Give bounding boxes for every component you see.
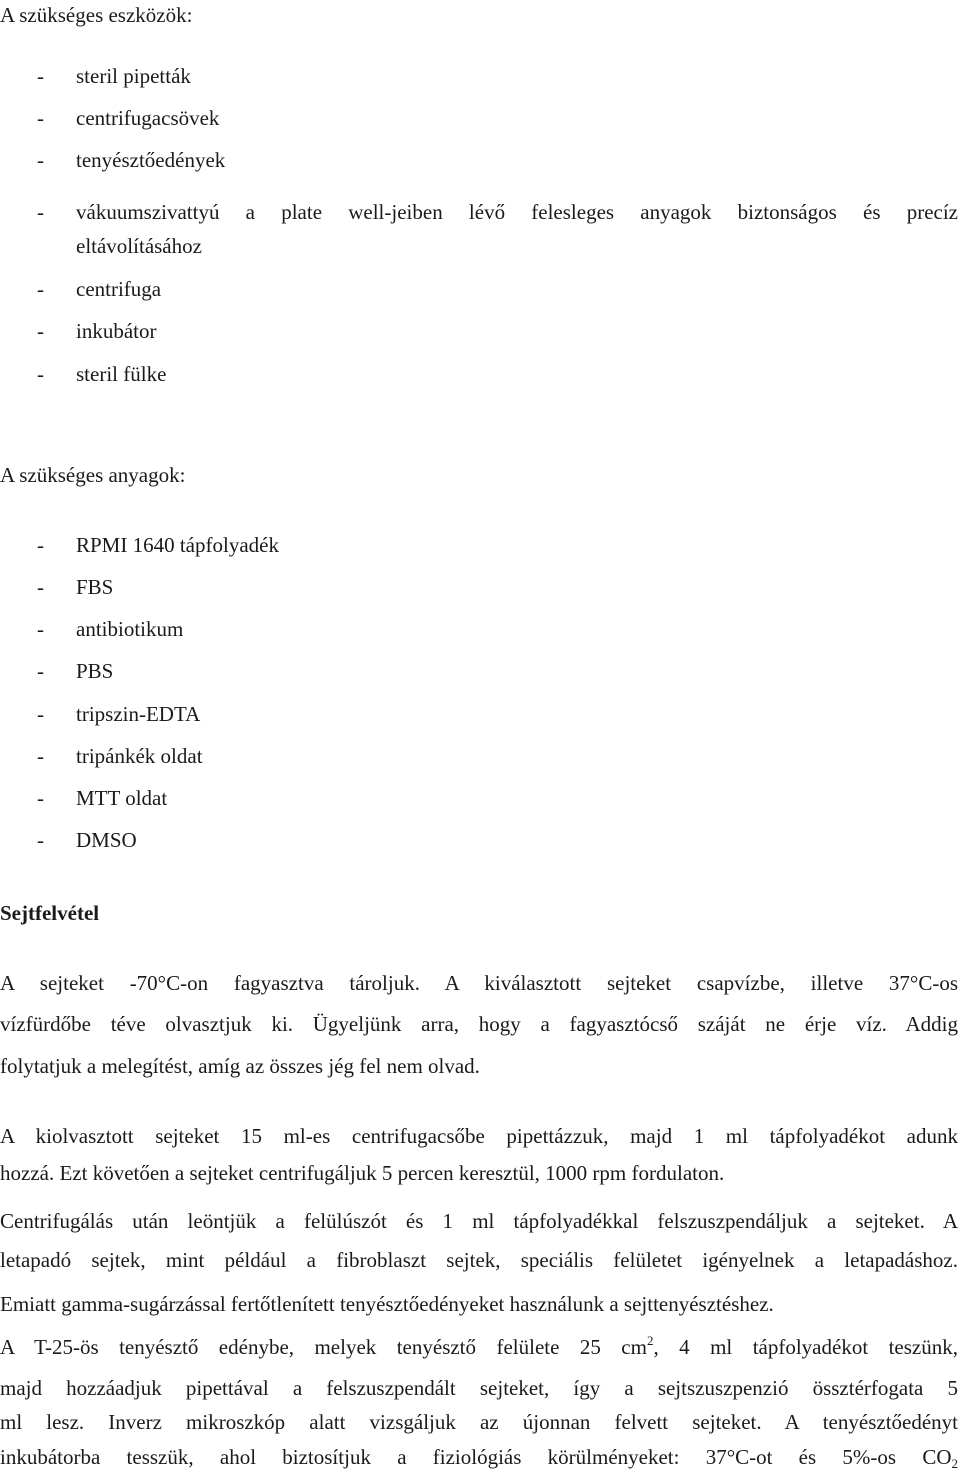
- text-run: inkubátorba tesszük, ahol biztosítjuk a fiziológiás körülményeket: 37°C-ot és 5%-os CO: [0, 1445, 952, 1469]
- list-bullet: -: [37, 148, 44, 172]
- list-bullet: -: [37, 277, 44, 301]
- list-item: antibiotikum: [76, 617, 184, 641]
- list-item-continuation: eltávolításához: [76, 234, 202, 258]
- list-bullet: -: [37, 362, 44, 386]
- paragraph-line: [0, 1014, 958, 1035]
- list-item: centrifuga: [76, 277, 162, 301]
- list-item: RPMI 1640 tápfolyadék: [76, 533, 279, 557]
- paragraph-line: [0, 1250, 958, 1271]
- list-bullet: -: [37, 617, 44, 641]
- list-bullet: -: [37, 786, 44, 810]
- list-bullet: -: [37, 828, 44, 852]
- list-bullet: -: [37, 200, 44, 224]
- paragraph-line-text: Centrifugálás után leöntjük a felülúszót és 1 ml tápfolyadékkal felszuszpendáljuk a sejteket. A: [0, 1209, 958, 1233]
- paragraph-line-text: vízfürdőbe téve olvasztjuk ki. Ügyeljünk arra, hogy a fagyasztócső száját ne érje víz. Addig: [0, 1012, 958, 1036]
- list-item: [76, 202, 958, 223]
- list-item: inkubátor: [76, 319, 157, 343]
- paragraph-line: Emiatt gamma-sugárzással fertőtlenített tenyésztőedényeket használunk a sejttenyésztéshez.: [0, 1292, 774, 1316]
- list-item: steril pipetták: [76, 64, 191, 88]
- list-item: tripszin-EDTA: [76, 702, 201, 726]
- paragraph-line-text: [0, 1333, 958, 1359]
- list-item-text: vákuumszivattyú a plate well-jeiben lévő felesleges anyagok biztonságos és precíz: [76, 200, 958, 224]
- list-item: steril fülke: [76, 362, 167, 386]
- list-bullet: -: [37, 106, 44, 130]
- list-bullet: -: [37, 64, 44, 88]
- text-run: , 4 ml tápfolyadékot teszünk,: [653, 1335, 958, 1359]
- superscript: 2: [646, 1333, 654, 1348]
- paragraph-line-text: [0, 1445, 958, 1471]
- subscript: 2: [951, 1456, 958, 1471]
- list-bullet: -: [37, 744, 44, 768]
- list-bullet: -: [37, 702, 44, 726]
- paragraph-line: [0, 1378, 958, 1399]
- paragraph-line: [0, 1126, 958, 1147]
- list-item: centrifugacsövek: [76, 106, 220, 130]
- list-item: DMSO: [76, 828, 137, 852]
- list-item: tenyésztőedények: [76, 148, 226, 172]
- list-bullet: -: [37, 533, 44, 557]
- text-run: A T-25-ös tenyésztő edénybe, melyek tenyésztő felülete 25 cm: [0, 1335, 647, 1359]
- paragraph-line: folytatjuk a melegítést, amíg az összes jég fel nem olvad.: [0, 1054, 480, 1078]
- paragraph-line: hozzá. Ezt követően a sejteket centrifugáljuk 5 percen keresztül, 1000 rpm fordulaton.: [0, 1161, 725, 1185]
- list-item: FBS: [76, 575, 114, 599]
- section-title: Sejtfelvétel: [0, 901, 100, 925]
- list-bullet: -: [37, 319, 44, 343]
- paragraph-line: [0, 1211, 958, 1232]
- paragraph-line-text: majd hozzáadjuk pipettával a felszuszpendált sejteket, így a sejtszuszpenzió össztérfogata 5: [0, 1376, 958, 1400]
- materials-heading: A szükséges anyagok:: [0, 463, 186, 487]
- paragraph-line: [0, 1412, 958, 1433]
- list-bullet: -: [37, 575, 44, 599]
- tools-heading: A szükséges eszközök:: [0, 3, 193, 27]
- paragraph-line-text: A sejteket -70°C-on fagyasztva tároljuk. A kiválasztott sejteket csapvízbe, illetve 37°C-os: [0, 971, 958, 995]
- list-item: PBS: [76, 659, 114, 683]
- paragraph-line: [0, 1333, 958, 1359]
- paragraph-line-text: A kiolvasztott sejteket 15 ml-es centrifugacsőbe pipettázzuk, majd 1 ml tápfolyadékot adunk: [0, 1124, 958, 1148]
- paragraph-line-text: letapadó sejtek, mint például a fibroblaszt sejtek, speciális felületet igényelnek a letapadáshoz.: [0, 1248, 958, 1272]
- paragraph-line: [0, 973, 958, 994]
- list-item: MTT oldat: [76, 786, 168, 810]
- list-item: tripánkék oldat: [76, 744, 203, 768]
- list-bullet: -: [37, 659, 44, 683]
- paragraph-line-text: ml lesz. Inverz mikroszkóp alatt vizsgáljuk az újonnan felvett sejteket. A tenyésztőedényt: [0, 1410, 958, 1434]
- paragraph-line: [0, 1445, 958, 1471]
